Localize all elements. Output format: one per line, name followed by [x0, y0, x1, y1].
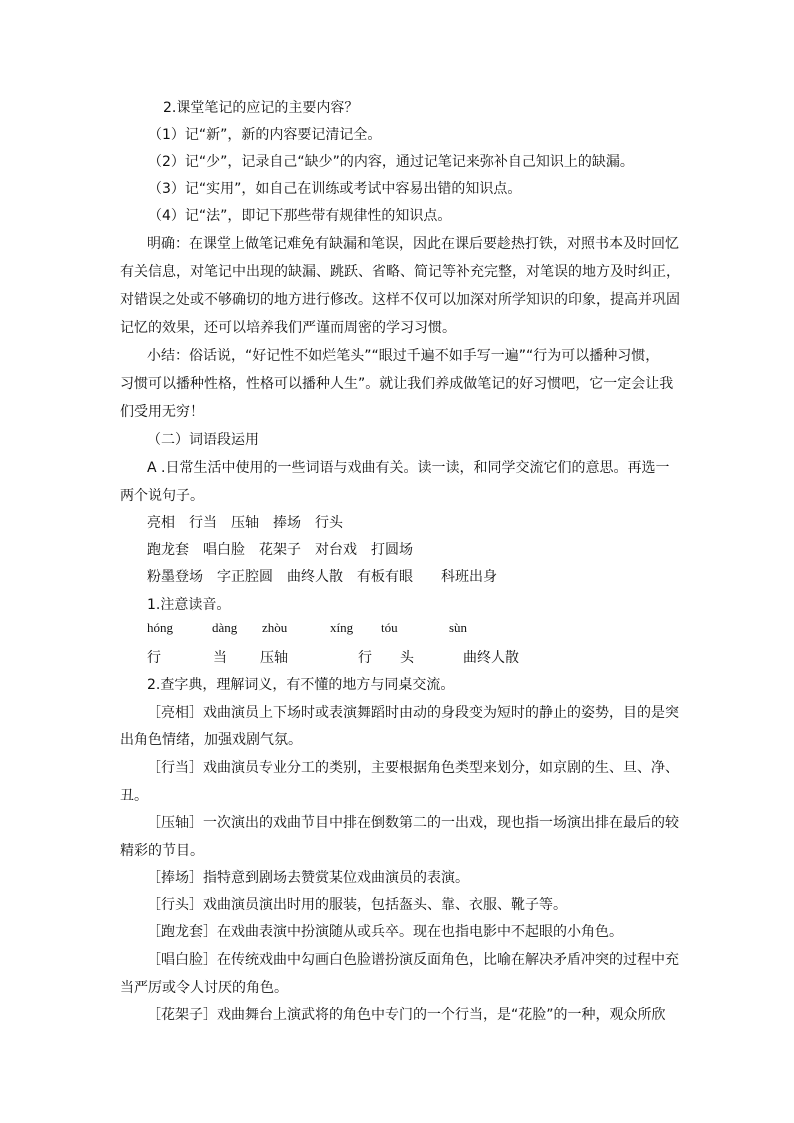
text-line: （1）记“新”，新的内容要记清记全。 [148, 127, 382, 143]
text-line: （2）记“少”，记录自己“缺少”的内容，通过记笔记来弥补自己知识上的缺漏。 [148, 154, 634, 170]
text-line: （4）记“法”，即记下那些带有规律性的知识点。 [148, 208, 452, 224]
text-line: ［花架子］戏曲舞台上演武将的角色中专门的一个行当，是“花脸”的一种，观众所欣 [147, 1007, 666, 1023]
text-line: 跑龙套 唱白脸 花架子 对台戏 打圆场 [147, 542, 413, 558]
text-line: 2.课堂笔记的应记的主要内容？ [163, 100, 359, 116]
text-line: 两个说句子。 [120, 488, 204, 504]
text-line: 行 [147, 650, 161, 666]
text-line: （二）词语段运用 [147, 432, 259, 448]
text-line: 2.查字典，理解词义，有不懂的地方与同桌交流。 [147, 677, 455, 693]
text-line: 有关信息，对笔记中出现的缺漏、跳跃、省略、简记等补充完整，对笔误的地方及时纠正， [120, 264, 680, 280]
pinyin-syllable: sùn [449, 620, 468, 635]
text-line: A .日常生活中使用的一些词语与戏曲有关。读一读，和同学交流它们的意思。再选一 [147, 460, 670, 476]
pinyin-syllable: zhòu [262, 620, 288, 635]
text-line: 当严厉或令人讨厌的角色。 [120, 980, 288, 996]
text-line: ［跑龙套］在戏曲表演中扮演随从或兵卒。现在也指电影中不起眼的小角色。 [147, 924, 623, 940]
text-line: 行 [358, 650, 372, 666]
text-line: 压轴 [260, 650, 288, 666]
pinyin-syllable: hóng [147, 620, 173, 635]
text-line: ［压轴］一次演出的戏曲节目中排在倒数第二的一出戏，现也指一场演出排在最后的较 [147, 815, 679, 831]
text-line: 当 [213, 650, 227, 666]
text-line: 记忆的效果，还可以培养我们严谨而周密的学习习惯。 [120, 320, 456, 336]
pinyin-syllable: xíng [330, 620, 354, 635]
pinyin-syllable: tóu [381, 620, 398, 635]
text-line: 曲终人散 [463, 650, 519, 666]
text-line: 习惯可以播种性格，性格可以播种人生”。就让我们养成做笔记的好习惯吧，它一定会让我 [120, 376, 674, 392]
text-line: ［行当］戏曲演员专业分工的类别，主要根据角色类型来划分，如京剧的生、旦、净、 [147, 760, 679, 776]
text-line: 明确：在课堂上做笔记难免有缺漏和笔误，因此在课后要趁热打铁，对照书本及时回忆 [147, 236, 679, 252]
text-line: 1.注意读音。 [147, 597, 231, 613]
text-line: ［唱白脸］在传统戏曲中勾画白色脸谱扮演反面角色，比喻在解决矛盾冲突的过程中充 [147, 952, 679, 968]
text-line: 出角色情绪，加强戏剧气氛。 [120, 732, 302, 748]
text-line: ［捧场］指特意到剧场去赞赏某位戏曲演员的表演。 [147, 870, 469, 886]
text-line: 丑。 [120, 788, 148, 804]
text-line: ［亮相］戏曲演员上下场时或表演舞蹈时由动的身段变为短时的静止的姿势，目的是突 [147, 705, 679, 721]
text-line: ［行头］戏曲演员演出时用的服装，包括盔头、靠、衣服、靴子等。 [147, 897, 567, 913]
pinyin-syllable: dàng [212, 620, 238, 635]
text-line: 们受用无穷！ [120, 404, 204, 420]
text-line: 对错误之处或不够确切的地方进行修改。这样不仅可以加深对所学知识的印象，提高并巩固 [120, 292, 680, 308]
text-line: 头 [400, 650, 414, 666]
text-line: 小结：俗话说，“好记性不如烂笔头”“眼过千遍不如手写一遍”“行为可以播种习惯， [147, 348, 660, 364]
text-line: （3）记“实用”，如自己在训练或考试中容易出错的知识点。 [148, 181, 522, 197]
text-line: 精彩的节目。 [120, 843, 204, 859]
text-line: 粉墨登场 字正腔圆 曲终人散 有板有眼 科班出身 [147, 569, 497, 585]
text-line: 亮相 行当 压轴 捧场 行头 [147, 515, 343, 531]
